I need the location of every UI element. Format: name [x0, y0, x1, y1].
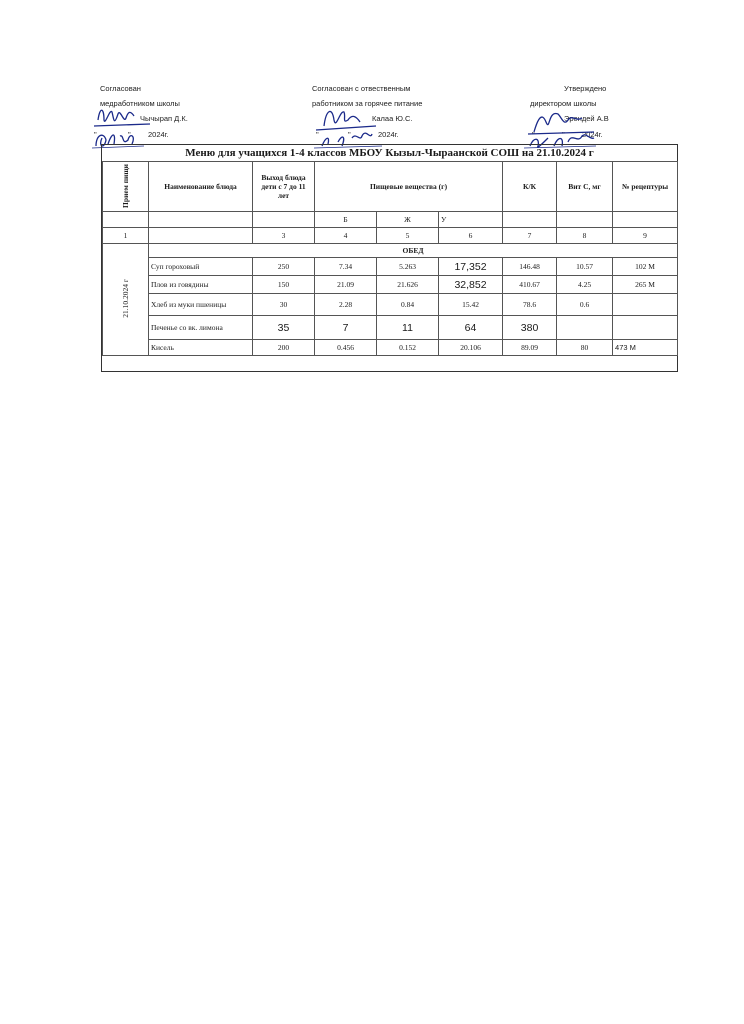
kcal-value: 146.48 [503, 258, 557, 276]
approval-year: 2024г. [582, 130, 603, 139]
table-row [103, 276, 678, 294]
signature-image [312, 90, 402, 150]
date-quote-close: " [128, 130, 131, 139]
column-number [149, 228, 253, 244]
column-number: 3 [253, 228, 315, 244]
date-quote-close: " [562, 130, 565, 139]
protein-value: 2.28 [315, 294, 377, 316]
dish-name: Хлеб из муки пшеницы [149, 294, 253, 316]
fat-value: 0.152 [377, 340, 439, 356]
approval-role: директором школы [530, 99, 597, 108]
approval-year: 2024г. [378, 130, 399, 139]
approval-role: медработником школы [100, 99, 180, 108]
portion-value: 35 [253, 316, 315, 340]
column-number: 7 [503, 228, 557, 244]
dish-name: Кисель [149, 340, 253, 356]
carbs-value: 15.42 [439, 294, 503, 316]
date-cell-text: 21.10.2024 г [121, 279, 130, 318]
carbs-value: 17,352 [439, 258, 503, 276]
header-recipe: № рецептуры [613, 162, 678, 212]
table-row [103, 258, 678, 276]
kcal-value: 410.67 [503, 276, 557, 294]
subheader-carbs: У [439, 212, 503, 228]
subheader-empty [149, 212, 253, 228]
date-cell [103, 244, 149, 356]
column-number-row [103, 228, 678, 244]
dish-name: Печенье со вк. лимона [149, 316, 253, 340]
table-row [103, 340, 678, 356]
portion-value: 200 [253, 340, 315, 356]
subheader-empty [613, 212, 678, 228]
header-kcal: К/К [503, 162, 557, 212]
column-number: 6 [439, 228, 503, 244]
subheader-empty [557, 212, 613, 228]
column-number: 9 [613, 228, 678, 244]
date-quote-open: " [94, 130, 97, 139]
subheader-protein: Б [315, 212, 377, 228]
carbs-value: 32,852 [439, 276, 503, 294]
portion-value: 250 [253, 258, 315, 276]
recipe-value [613, 294, 678, 316]
fat-value: 0.84 [377, 294, 439, 316]
approval-name: Калаа Ю.С. [372, 114, 413, 123]
approval-heading: Согласован [100, 84, 141, 93]
date-quote-open: " [532, 130, 535, 139]
fat-value: 5.263 [377, 258, 439, 276]
approval-role: работником за горячее питание [312, 99, 423, 108]
table-row [103, 294, 678, 316]
column-number: 1 [103, 228, 149, 244]
signature-image [90, 90, 170, 150]
date-quote-close: " [348, 130, 351, 139]
recipe-value: 265 М [613, 276, 678, 294]
table-subheader-row [103, 212, 678, 228]
approval-name: Эрендей А.В [564, 114, 609, 123]
portion-value: 30 [253, 294, 315, 316]
recipe-value: 473 М [613, 340, 678, 356]
kcal-value: 89.09 [503, 340, 557, 356]
protein-value: 21.09 [315, 276, 377, 294]
approval-heading: Согласован с отвественным [312, 84, 411, 93]
protein-value: 7 [315, 316, 377, 340]
header-meal-text: Прием пищи [121, 163, 130, 208]
table-row [103, 316, 678, 340]
carbs-value: 20.106 [439, 340, 503, 356]
column-number: 4 [315, 228, 377, 244]
vitc-value: 10.57 [557, 258, 613, 276]
column-number: 5 [377, 228, 439, 244]
recipe-value: 102 М [613, 258, 678, 276]
kcal-value: 78.6 [503, 294, 557, 316]
subheader-empty [503, 212, 557, 228]
header-nutrients: Пищевые вещества (г) [315, 162, 503, 212]
protein-value: 0.456 [315, 340, 377, 356]
header-vitc: Вит С, мг [557, 162, 613, 212]
menu-table [102, 161, 678, 356]
menu-title: Меню для учащихся 1-4 классов МБОУ Кызыл-Чыраанской СОШ на 21.10.2024 г [102, 145, 677, 162]
vitc-value: 0.6 [557, 294, 613, 316]
header-dish: Наименование блюда [149, 162, 253, 212]
subheader-empty [253, 212, 315, 228]
subheader-empty [103, 212, 149, 228]
table-header-row [103, 162, 678, 212]
subheader-fat: Ж [377, 212, 439, 228]
vitc-value: 4.25 [557, 276, 613, 294]
column-number: 8 [557, 228, 613, 244]
carbs-value: 64 [439, 316, 503, 340]
section-title: ОБЕД [149, 244, 678, 258]
menu-document [101, 144, 678, 372]
fat-value: 21.626 [377, 276, 439, 294]
vitc-value [557, 316, 613, 340]
approval-heading: Утверждено [564, 84, 607, 93]
header-meal [103, 162, 149, 212]
section-row [103, 244, 678, 258]
recipe-value [613, 316, 678, 340]
dish-name: Суп гороховый [149, 258, 253, 276]
portion-value: 150 [253, 276, 315, 294]
signature-image [524, 92, 614, 150]
date-quote-open: " [316, 130, 319, 139]
kcal-value: 380 [503, 316, 557, 340]
header-portion: Выход блюда дети с 7 до 11 лет [253, 162, 315, 212]
approval-name: Чычырап Д.К. [140, 114, 188, 123]
fat-value: 11 [377, 316, 439, 340]
dish-name: Плов из говядины [149, 276, 253, 294]
vitc-value: 80 [557, 340, 613, 356]
approval-year: 2024г. [148, 130, 169, 139]
protein-value: 7.34 [315, 258, 377, 276]
